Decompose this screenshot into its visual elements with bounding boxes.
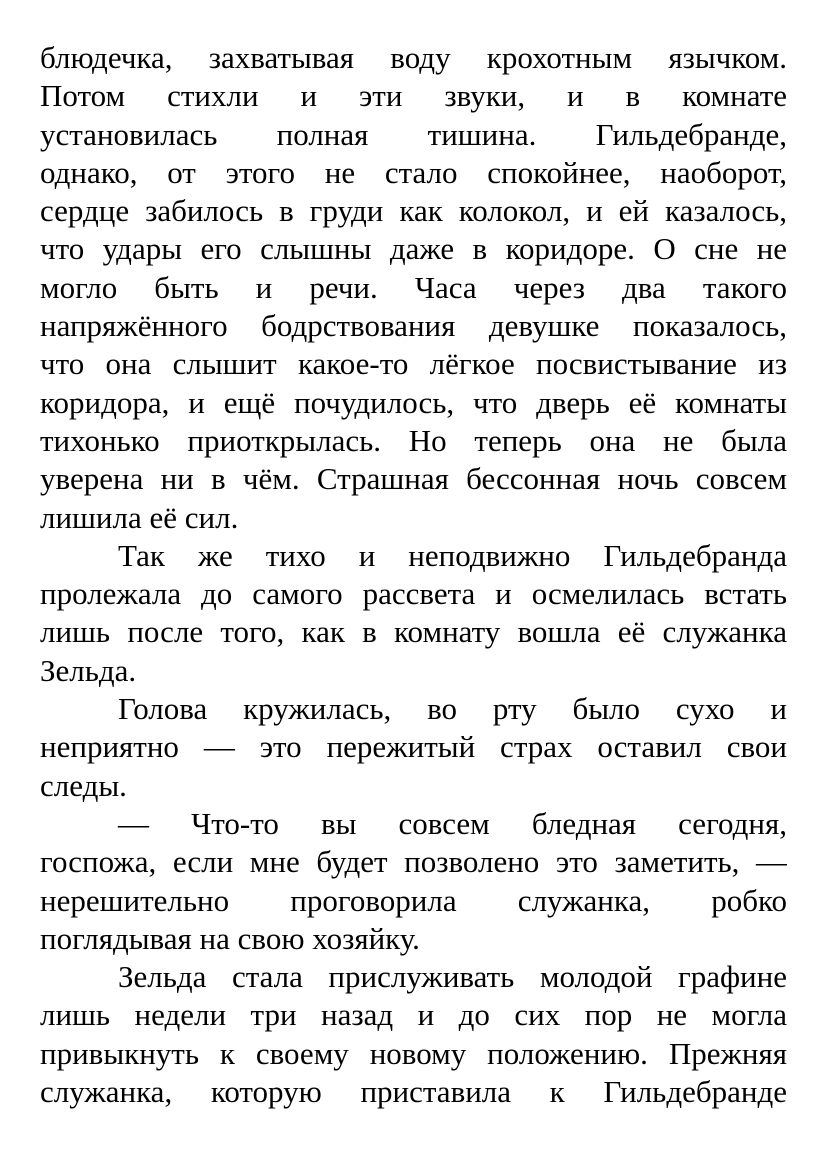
text-line: могло быть и речи. Часа через два такого bbox=[40, 269, 787, 305]
text-line: привыкнуть к своему новому положению. Прежняя bbox=[40, 1035, 787, 1071]
dialogue-first-line: — Что-то вы совсем бледная сегодня, bbox=[118, 805, 787, 841]
document-page bbox=[40, 39, 787, 1111]
paragraph-first-line: Зельда стала прислуживать молодой графине bbox=[118, 959, 787, 995]
text-line: коридора, и ещё почудилось, что дверь её комнаты bbox=[40, 384, 787, 420]
text-line: однако, от этого не стало спокойнее, наоборот, bbox=[40, 154, 787, 190]
text-line: служанка, которую приставила к Гильдебранде bbox=[40, 1074, 787, 1110]
text-line: блюдечка, захватывая воду крохотным язычком. bbox=[40, 40, 787, 75]
text-line: сердце забилось в груди как колокол, и ей казалось, bbox=[40, 193, 787, 229]
text-line: уверена ни в чём. Страшная бессонная ночь совсем bbox=[40, 461, 787, 497]
text-line: что она слышит какое-то лёгкое посвистывание из bbox=[40, 346, 787, 382]
paragraph-first-line: Голова кружилась, во рту было сухо и bbox=[118, 691, 787, 727]
text-line: следы. bbox=[40, 767, 127, 803]
text-line: пролежала до самого рассвета и осмелилась встать bbox=[40, 576, 787, 612]
text-line: неприятно — это пережитый страх оставил свои bbox=[40, 729, 787, 765]
text-line: тихонько приоткрылась. Но теперь она не была bbox=[40, 422, 787, 458]
text-line: лишь после того, как в комнату вошла её служанка bbox=[40, 614, 787, 650]
text-line: что удары его слышны даже в коридоре. О сне не bbox=[40, 231, 787, 267]
text-line: напряжённого бодрствования девушке показалось, bbox=[40, 308, 787, 344]
text-line: нерешительно проговорила служанка, робко bbox=[40, 882, 787, 918]
text-line: госпожа, если мне будет позволено это заметить, — bbox=[40, 844, 787, 880]
text-line: Зельда. bbox=[40, 652, 137, 688]
text-line: Потом стихли и эти звуки, и в комнате bbox=[40, 78, 787, 114]
paragraph-first-line: Так же тихо и неподвижно Гильдебранда bbox=[118, 537, 787, 573]
text-line: установилась полная тишина. Гильдебранде, bbox=[40, 116, 787, 152]
text-line: лишь недели три назад и до сих пор не могла bbox=[40, 997, 787, 1033]
text-line: лишила её сил. bbox=[40, 499, 239, 535]
text-line: поглядывая на свою хозяйку. bbox=[40, 920, 420, 956]
